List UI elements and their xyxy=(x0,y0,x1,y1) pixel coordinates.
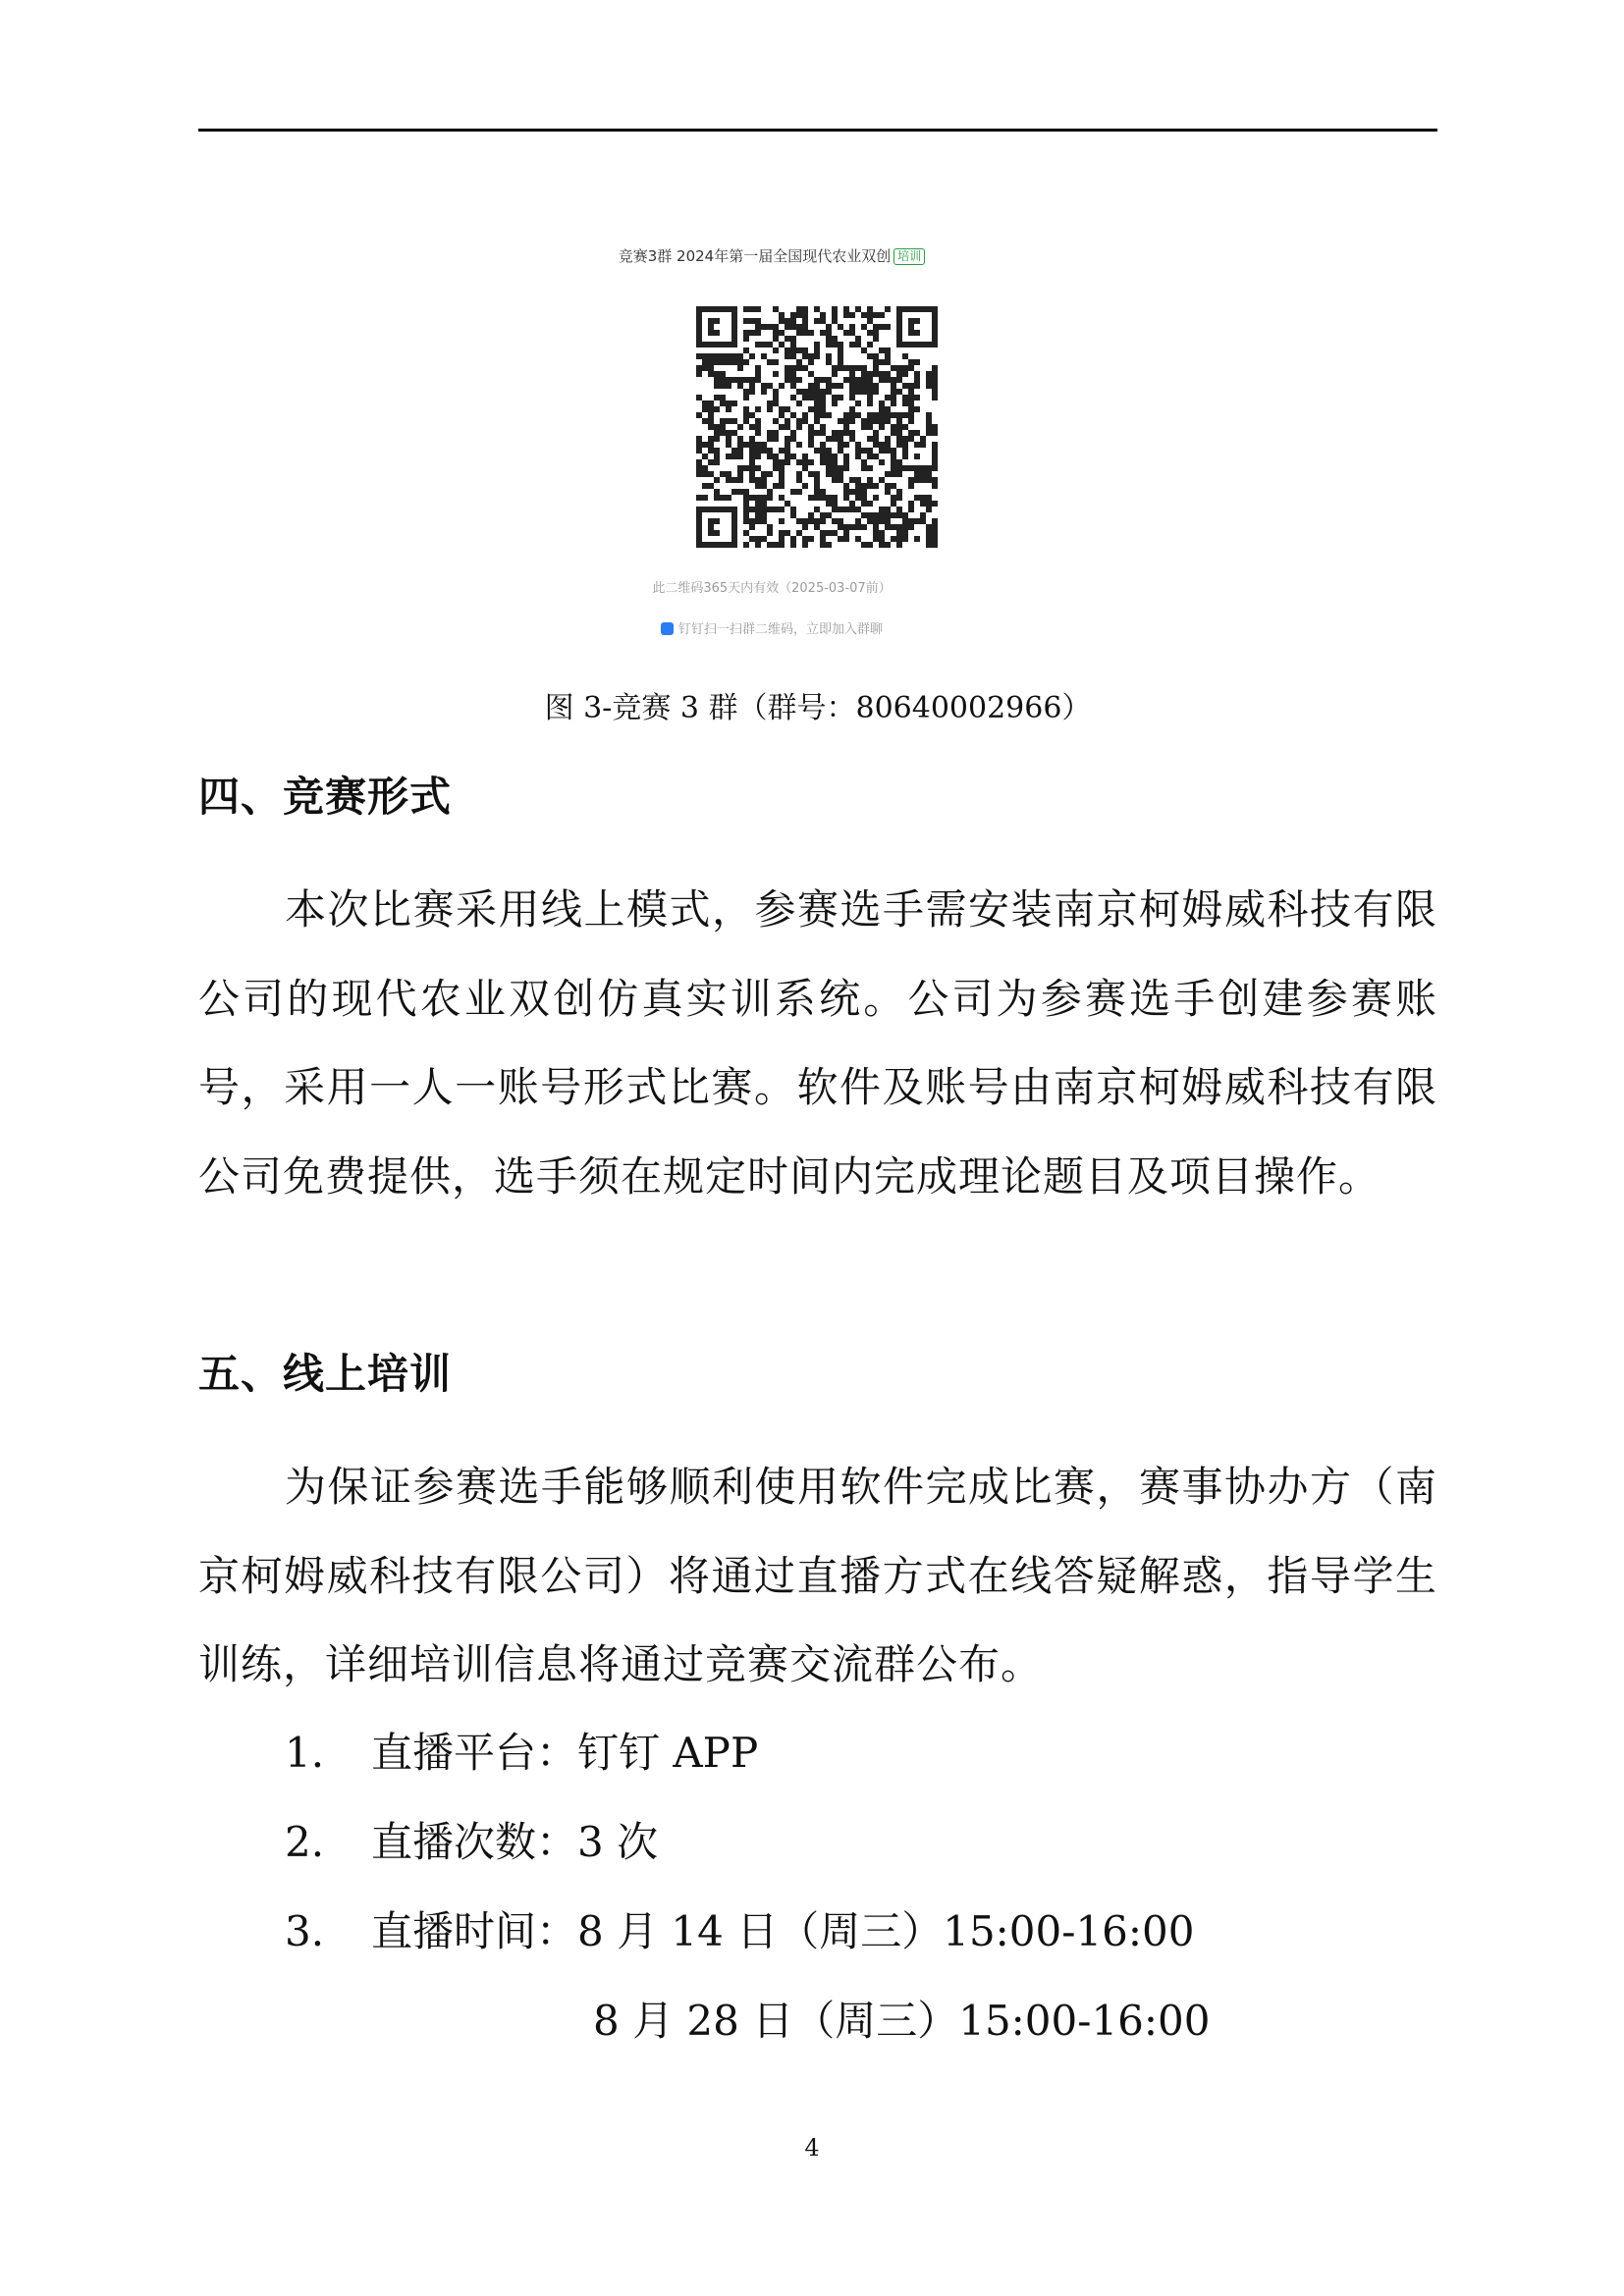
list-number: 3. xyxy=(285,1907,325,1955)
figure-caption: 图 3-竞赛 3 群（群号：80640002966） xyxy=(544,691,1092,725)
section-5-heading: 五、线上培训 xyxy=(198,1350,453,1398)
qr-scan-text: 钉钉扫一扫群二维码，立即加入群聊 xyxy=(677,622,883,637)
qr-validity: 此二维码365天内有效（2025-03-07前） xyxy=(652,581,892,596)
header-rule xyxy=(198,129,1437,132)
qr-code-image xyxy=(696,306,938,548)
broadcast-time-continuation: 8 月 28 日（周三）15:00-16:00 xyxy=(593,1997,1211,2045)
qr-scan-hint xyxy=(585,618,958,637)
section-4-paragraph: 本次比赛采用线上模式，参赛选手需安装南京柯姆威科技有限公司的现代农业双创仿真实训系统。公司为参赛选手创建参赛账号，采用一人一账号形式比赛。软件及账号由南京柯姆威科技有限公司免费提供，选手须在规定时间内完成理论题目及项目操作。 xyxy=(198,885,1437,1201)
section-4-heading: 四、竞赛形式 xyxy=(198,773,453,821)
list-number: 2. xyxy=(285,1818,325,1866)
qr-title xyxy=(585,245,958,266)
list-item xyxy=(285,1815,658,1870)
qr-title-text: 竞赛3群 2024年第一届全国现代农业双创 xyxy=(618,247,892,265)
list-item xyxy=(285,1904,1194,1959)
section-5-paragraph: 为保证参赛选手能够顺利使用软件完成比赛，赛事协办方（南京柯姆威科技有限公司）将通过直播方式在线答疑解惑，指导学生训练，详细培训信息将通过竞赛交流群公布。 xyxy=(198,1463,1437,1688)
page-number: 4 xyxy=(804,2134,820,2162)
list-item xyxy=(285,1726,758,1781)
list-text: 直播平台：钉钉 APP xyxy=(371,1729,759,1777)
qr-tag: 培训 xyxy=(893,248,925,265)
list-text: 直播时间：8 月 14 日（周三）15:00-16:00 xyxy=(371,1907,1195,1955)
list-text: 直播次数：3 次 xyxy=(371,1818,659,1866)
qr-card xyxy=(585,236,958,648)
dingtalk-icon xyxy=(661,622,674,635)
list-number: 1. xyxy=(285,1729,325,1777)
